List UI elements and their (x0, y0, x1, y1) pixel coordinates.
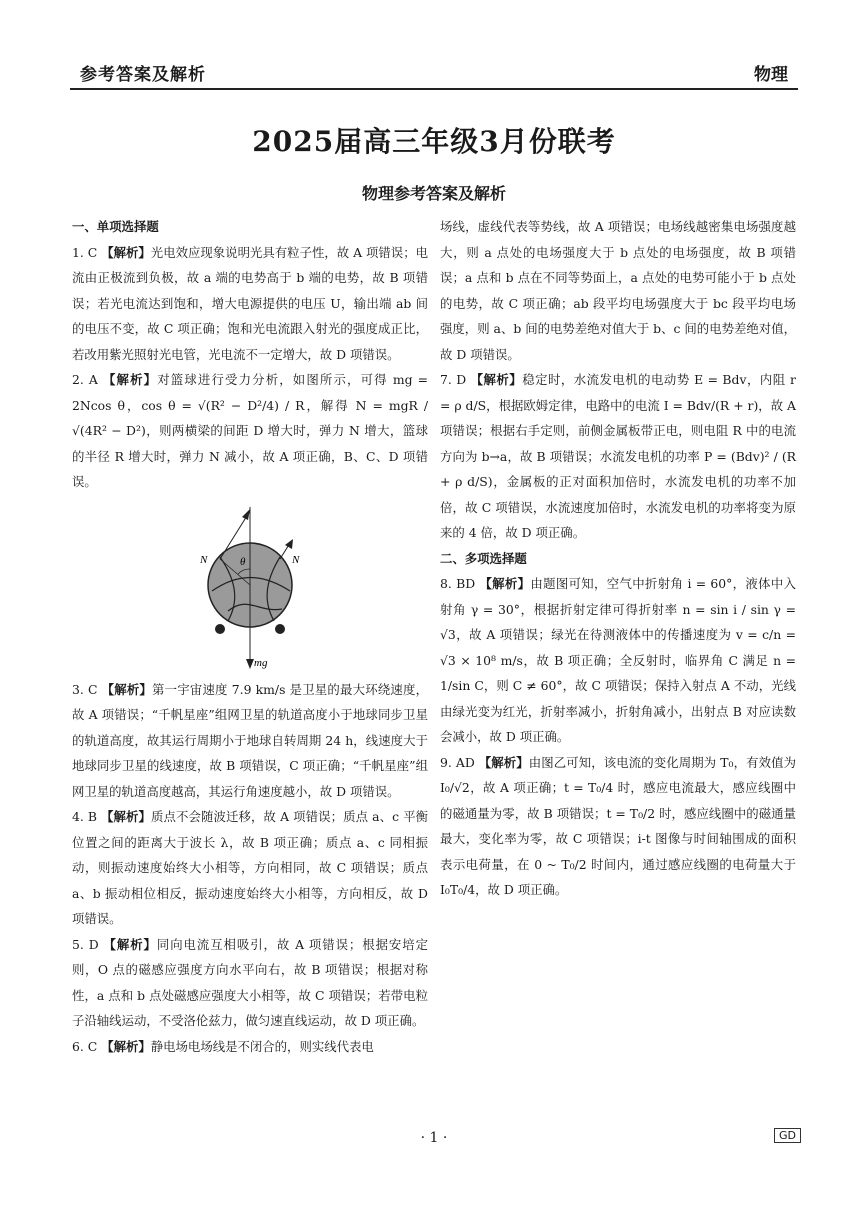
q8-head: 8. BD (440, 576, 476, 591)
header-subject: 物理 (754, 65, 788, 85)
force-diagram-svg (198, 503, 308, 671)
answer-q2 (72, 367, 428, 495)
section-multi-choice: 二、多项选择题 (440, 550, 527, 566)
answer-q7 (440, 367, 796, 546)
q5-tag: 【解析】 (103, 936, 157, 952)
q2-text-2: 则两横梁的间距 D 增大时，弹力 N 增大，篮球的半径 R 增大时，弹力 N 减小，故 A 项正确，B、C、D 项错误。 (72, 423, 428, 489)
answer-q9 (440, 750, 796, 903)
q9-head: 9. AD (440, 754, 475, 770)
answer-q8 (440, 571, 796, 750)
q3-text: 第一宇宙速度 7.9 km/s 是卫星的最大环绕速度，故 A 项错误；“千帆星座”组网卫星的轨道高度小于地球同步卫星的轨道高度，故其运行周期小于地球自转周期 24 h，线速度大于地球同步卫星的线速度，故 B 项错误，C 项正确；“千帆星座”组网卫星的轨道高度越高，其运行角速度越小，故 D 项错误。 (72, 681, 428, 799)
header-left-label: 参考答案及解析 (80, 65, 206, 85)
beam-left (215, 624, 225, 634)
q5-text: 同向电流互相吸引，故 A 项错误；根据安培定则，O 点的磁感应强度方向水平向右，故 B 项错误；根据对称性，a 点和 b 点处磁感应强度大小相等，故 C 项错误；若带电粒子沿轴线运动，不受洛伦兹力，做匀速直线运动，故 D 项正确。 (72, 936, 428, 1028)
q1-text: 光电效应现象说明光具有粒子性，故 A 项错误；电流由正极流到负极，故 a 端的电势高于 b 端的电势，故 B 项错误；若光电流达到饱和，增大电源提供的电压 U，输出端 ab 间的电压不变，故 C 项正确；饱和光电流跟入射光的强度成正比，若改用紫光照射光电管，光电流不一定增大，故 D 项错误。 (72, 244, 428, 362)
basketball-force-diagram (72, 503, 428, 671)
q6-text-1: 静电场电场线是不闭合的，则实线代表电 (150, 1038, 374, 1054)
left-column (72, 214, 428, 1059)
q8-text: 由题图可知，空气中折射角 i = 60°，液体中入射角 γ = 30°，根据折射定律可得折射率 n = sin i / sin γ = √3，故 A 项错误；绿光在待测液体中的传播速度为 v = c/n = √3 × 10⁸ m/s，故 B 项正确；全反射时，临界角 C 满足 n = 1/sin C，则 C ≠ 60°，故 C 项错误；保持入射点 A 不动，光线由绿光变为红光，折射率减小，折射角减小，出射点 B 对应读数会减小，故 D 项正确。 (440, 576, 796, 744)
q9-text: 由图乙可知，该电流的变化周期为 T₀，有效值为 I₀/√2，故 A 项正确；t = T₀/4 时，感应电流最大，感应线圈中的磁通量为零，故 B 项错误；t = T₀/2 时，感应线圈中的磁通量最大，变化率为零，故 C 项错误；i-t 图像与时间轴围成的面积表示电荷量，在 0 ~ T₀/2 时间内，通过感应线圈的电荷量大于 I₀T₀/4，故 D 项正确。 (440, 754, 796, 897)
q1-head: 1. C (72, 244, 98, 260)
q6-head: 6. C (72, 1038, 98, 1054)
region-code-badge: GD (774, 1128, 801, 1143)
q7-text-1: 稳定时，水流发电机的电动势 E = Bdv，内阻 r = ρ d/S，根据欧姆定律，电路中的电流 I = Bdv/(R + r)，故 A 项错误；根据右手定则，前侧金属板带正电，则电阻 R 中的电流方向为 b→a，故 B 项错误；水流发电机的功率 P = (Bdv)² / (R + ρ d/S)，金属板的正对面积加倍时，水 (440, 372, 796, 489)
page-title: 2025届高三年级3月份联考 (252, 125, 616, 158)
q8-tag: 【解析】 (479, 576, 531, 591)
mg-arrowhead (246, 659, 254, 669)
answer-q6-start (72, 1034, 428, 1060)
answer-q6-cont (440, 214, 796, 367)
q2-tag: 【解析】 (103, 372, 158, 387)
q7-text-2: 流发电机的功率不加倍，故 C 项错误，水流速度加倍时，水流发电机的功率将变为原来的 4 倍，故 D 项正确。 (440, 474, 796, 540)
page-header (70, 58, 798, 88)
q2-text-1: 对篮球进行受力分析，如图所示，可得 mg = 2Ncos θ，cos θ = √(R² − D²/4) / R，解得 N = mgR / √(4R² − D²)， (72, 372, 428, 438)
answer-q4 (72, 804, 428, 932)
label-n-left: N (200, 553, 208, 566)
q6-text-2: 场线，虚线代表等势线，故 A 项错误；电场线越密集电场强度越大，则 a 点处的电场强度大于 b 点处的电场强度，故 B 项错误；a 点和 b 点在不同等势面上，a 点处的电势可能小于 b 点处的电势，故 C 项正确；ab 段平均电场强度大于 bc 段平均电场强度，则 a、b 间的电势差绝对值大于 b、c 间的电势差绝对值，故 D 项错误。 (440, 219, 796, 362)
label-theta: θ (240, 555, 246, 568)
q7-head: 7. D (440, 372, 467, 387)
answer-q1 (72, 240, 428, 368)
page-number: · 1 · (420, 1130, 448, 1146)
q9-tag: 【解析】 (478, 754, 529, 770)
answer-q5 (72, 932, 428, 1034)
q7-tag: 【解析】 (470, 372, 523, 387)
right-column (440, 214, 796, 903)
q4-head: 4. B (72, 809, 97, 824)
header-rule (70, 88, 798, 90)
beam-right (275, 624, 285, 634)
q3-tag: 【解析】 (101, 681, 153, 697)
label-mg: mg (254, 656, 268, 669)
q1-tag: 【解析】 (101, 244, 151, 260)
q2-head: 2. A (72, 372, 98, 387)
q5-head: 5. D (72, 936, 99, 952)
page-subtitle: 物理参考答案及解析 (361, 184, 506, 203)
q3-head: 3. C (72, 681, 98, 697)
n-right-arrowhead (285, 539, 293, 549)
label-n-right: N (292, 553, 300, 566)
answer-q3 (72, 677, 428, 805)
q4-tag: 【解析】 (101, 809, 152, 824)
q6-tag: 【解析】 (101, 1038, 151, 1054)
q4-text: 质点不会随波迁移，故 A 项错误；质点 a、c 平衡位置之间的距离大于波长 λ，故 B 项正确；质点 a、c 同相振动，则振动速度始终大小相等，方向相同，故 C 项错误；质点 a、b 振动相位相反，振动速度始终大小相等，方向相反，故 D 项错误。 (72, 809, 429, 926)
section-single-choice: 一、单项选择题 (72, 219, 159, 234)
n-left-arrowhead (242, 509, 250, 520)
